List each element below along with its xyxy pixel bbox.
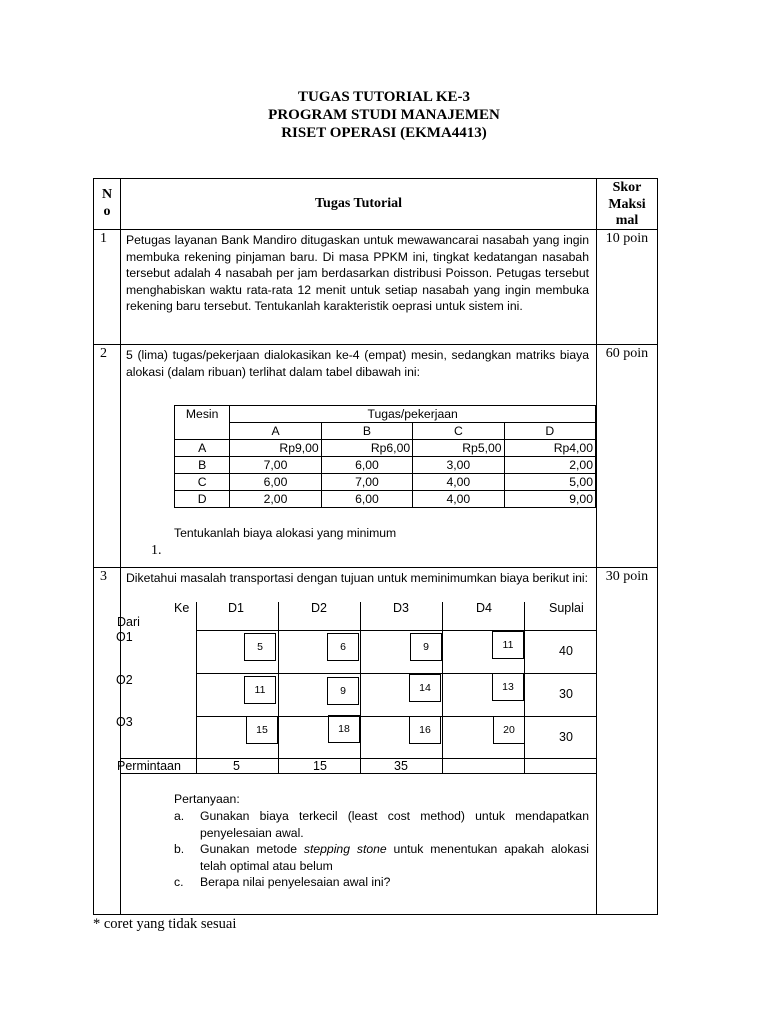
transport-cost-box: 20 [493, 716, 525, 744]
matrix-row-label: C [175, 474, 230, 491]
transport-cost-box: 14 [409, 674, 441, 702]
transport-cost-box: 9 [327, 677, 359, 705]
transport-demand-value: 35 [394, 759, 408, 773]
transport-cost-box: 15 [246, 716, 278, 744]
table-border-top [93, 178, 658, 179]
transport-line [442, 602, 443, 774]
table-border-header [93, 229, 658, 230]
question-marker: c. [174, 875, 184, 889]
transport-cost-box: 11 [492, 631, 524, 659]
q1-text: Petugas layanan Bank Mandiro ditugaskan untuk mewawancarai nasabah yang ingin membuka rekening pinjaman baru. Di masa PPKM ini, tingkat kedatangan nasabah tersebut adalah 4 nasabah per jam berdasarkan distribusi Poisson. Petugas tersebut menghabiskan waktu rata-rata 12 menit untuk setiap nasabah yang ingin membuka rekening baru tersebut. Tentukanlah karakteristik oeprasi untuk sistem ini. [126, 233, 589, 313]
transport-cost-box: 16 [409, 716, 441, 744]
transport-supply-value: 40 [559, 644, 573, 658]
transport-col-header: D2 [311, 601, 327, 615]
transport-supply-header: Suplai [549, 601, 584, 615]
matrix-row-label: A [175, 440, 230, 457]
header-task: Tugas Tutorial [314, 196, 403, 211]
table-border-col1 [120, 178, 121, 915]
header-no: N o [101, 187, 113, 219]
matrix-col-header: C [413, 423, 504, 440]
transport-row-label: O3 [116, 715, 133, 729]
matrix-row [175, 474, 596, 491]
emphasis-text: stepping stone [303, 842, 387, 856]
q2-list-marker: 1. [151, 543, 162, 558]
transport-cost-box: 5 [244, 633, 276, 661]
q3-questions-title: Pertanyaan: [174, 792, 240, 806]
header-score: Skor Maksi mal [608, 180, 646, 228]
q1-number: 1 [100, 231, 107, 246]
transport-demand-value: 5 [233, 759, 240, 773]
matrix-col-header: A [230, 423, 321, 440]
matrix-row [175, 491, 596, 508]
q2-instruction: Tentukanlah biaya alokasi yang minimum [174, 526, 397, 540]
transport-demand-label: Permintaan [117, 759, 181, 773]
transport-line [524, 602, 525, 774]
matrix-cell: 2,00 [230, 491, 321, 508]
transport-supply-value: 30 [559, 730, 573, 744]
matrix-cell: 7,00 [321, 474, 412, 491]
matrix-cell: 5,00 [504, 474, 595, 491]
transport-line [278, 602, 279, 774]
question-item: c. Berapa nilai penyelesaian awal ini? [174, 875, 391, 889]
transport-cost-box: 11 [244, 676, 276, 704]
matrix-cell: 4,00 [413, 474, 504, 491]
transport-row-label: O1 [116, 630, 133, 644]
table-border-col2 [596, 178, 597, 915]
transport-cost-box: 13 [492, 673, 524, 701]
matrix-row-label: D [175, 491, 230, 508]
question-marker: a. [174, 809, 185, 823]
matrix-cell: 9,00 [504, 491, 595, 508]
transport-line [196, 630, 596, 631]
matrix-row [175, 440, 596, 457]
matrix-cell: 3,00 [413, 457, 504, 474]
question-marker: b. [174, 842, 185, 856]
transport-dari-label: Dari [117, 615, 140, 629]
q2-number: 2 [100, 346, 107, 361]
transport-col-header: D3 [393, 601, 409, 615]
q3-number: 3 [100, 569, 107, 584]
transport-cost-box: 6 [327, 633, 359, 661]
q3-text: Diketahui masalah transportasi dengan tujuan untuk meminimumkan biaya berikut ini: [126, 571, 589, 585]
matrix-cell: Rp9,00 [230, 440, 321, 457]
transport-line [196, 673, 596, 674]
table-border-bottom [93, 914, 658, 915]
q3-questions-list [174, 808, 589, 891]
transport-col-header: D1 [228, 601, 244, 615]
transport-ke-label: Ke [174, 601, 190, 615]
matrix-cell: 6,00 [230, 474, 321, 491]
table-border-row2 [93, 567, 658, 568]
q2-score: 60 poin [605, 346, 649, 361]
matrix-cell: 7,00 [230, 457, 321, 474]
doc-title-line2: PROGRAM STUDI MANAJEMEN [268, 107, 500, 123]
doc-title-line3: RISET OPERASI (EKMA4413) [281, 125, 487, 141]
transport-demand-value: 15 [313, 759, 327, 773]
matrix-mesin-header: Mesin [175, 406, 230, 440]
matrix-cell: 6,00 [321, 457, 412, 474]
q2-text: 5 (lima) tugas/pekerjaan dialokasikan ke-4 (empat) mesin, sedangkan matriks biaya alokasi (dalam ribuan) terlihat dalam tabel dibawah ini: [126, 348, 589, 379]
q3-score: 30 poin [605, 569, 649, 584]
matrix-cell: 2,00 [504, 457, 595, 474]
matrix-cell: Rp6,00 [321, 440, 412, 457]
table-border-row1 [93, 344, 658, 345]
table-border-right [657, 178, 658, 915]
doc-title-line1: TUGAS TUTORIAL KE-3 [298, 89, 470, 105]
transport-cost-box: 18 [328, 715, 360, 743]
matrix-col-header: B [321, 423, 412, 440]
cost-matrix-table [174, 405, 596, 508]
transport-line [196, 602, 197, 774]
transport-col-header: D4 [476, 601, 492, 615]
question-item: a. Gunakan biaya terkecil (least cost method) untuk mendapatkan penyelesaian awal. [174, 809, 589, 840]
transport-supply-value: 30 [559, 687, 573, 701]
table-border-left [93, 178, 94, 915]
matrix-cell: Rp4,00 [504, 440, 595, 457]
footnote: * coret yang tidak sesuai [93, 916, 237, 932]
matrix-cell: Rp5,00 [413, 440, 504, 457]
transport-row-label: O2 [116, 673, 133, 687]
q1-score: 10 poin [605, 231, 649, 246]
matrix-col-header: D [504, 423, 595, 440]
question-item: b. Gunakan metode stepping stone untuk menentukan apakah alokasi telah optimal atau belum [174, 842, 590, 873]
matrix-tugas-header: Tugas/pekerjaan [230, 406, 596, 423]
matrix-cell: 4,00 [413, 491, 504, 508]
matrix-row [175, 457, 596, 474]
matrix-row-label: B [175, 457, 230, 474]
matrix-cell: 6,00 [321, 491, 412, 508]
transport-cost-box: 9 [410, 633, 442, 661]
transport-line [360, 602, 361, 774]
